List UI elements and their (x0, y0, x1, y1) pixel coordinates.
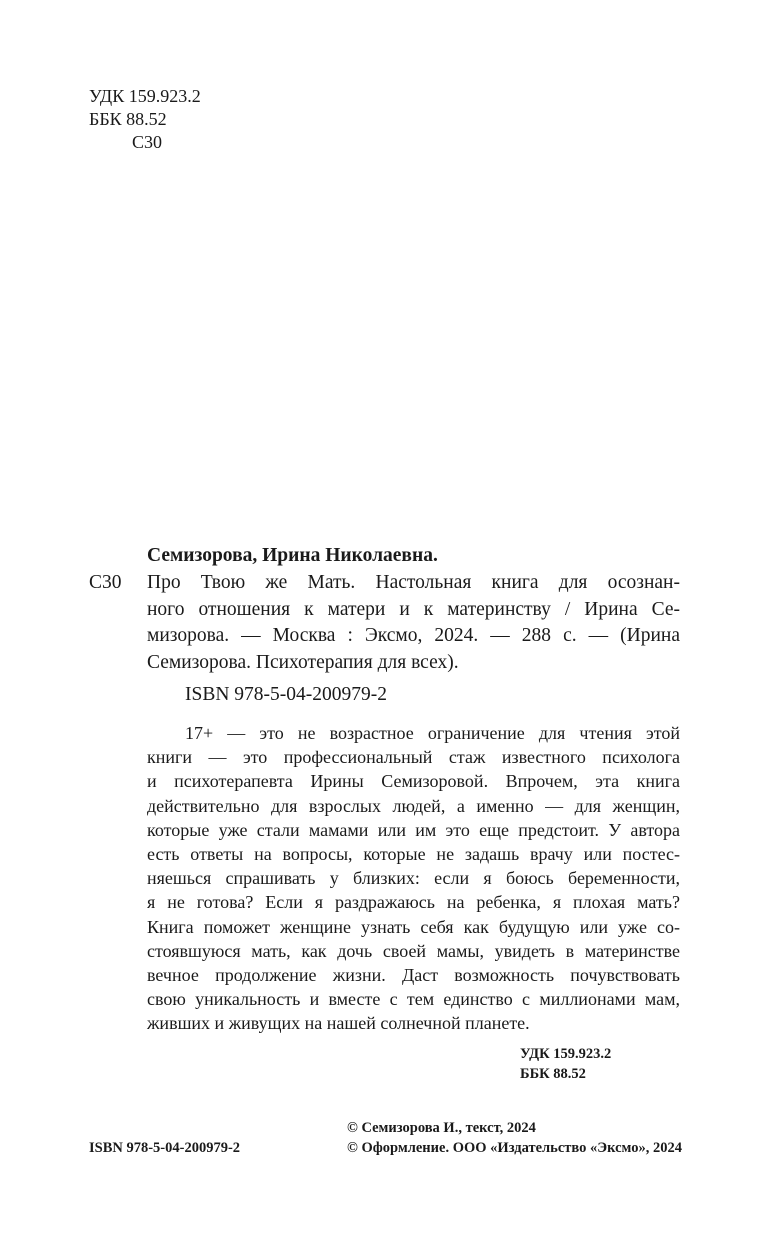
isbn-main: ISBN 978-5-04-200979-2 (185, 684, 388, 705)
bibliographic-line: мизорова. — Москва : Эксмо, 2024. — 288 с. — (Ирина (147, 625, 680, 646)
author-heading: Семизорова, Ирина Николаевна. (147, 545, 438, 566)
annotation-line: свою уникальность и вместе с тем единство с миллионами мам, (147, 989, 680, 1010)
annotation-line: есть ответы на вопросы, которые не задашь врачу или постес- (147, 844, 680, 865)
annotation-line: книги — это профессиональный стаж известного психолога (147, 747, 680, 768)
bottom-udk-code: УДК 159.923.2 (520, 1046, 612, 1062)
bibliographic-lines (147, 570, 680, 676)
copyright-block (347, 1118, 682, 1158)
bottom-codes (520, 1044, 680, 1084)
isbn-footer: ISBN 978-5-04-200979-2 (89, 1140, 241, 1156)
top-author-mark: С30 (132, 132, 163, 152)
bibliographic-line: Про Твою же Мать. Настольная книга для осознан- (147, 572, 680, 593)
annotation-line: вечное продолжение жизни. Даст возможность почувствовать (147, 965, 680, 986)
bibliographic-line: ного отношения к матери и к материнству / Ирина Се- (147, 598, 680, 620)
annotation (147, 721, 680, 1036)
bottom-bbk-code: ББК 88.52 (520, 1066, 586, 1082)
annotation-line: и психотерапевта Ирины Семизоровой. Впрочем, эта книга (147, 771, 680, 792)
design-copyright: © Оформление. ООО «Издательство «Эксмо», 2024 (347, 1140, 682, 1156)
bibliographic-mark: С30 (89, 572, 122, 593)
bibliographic-line: Семизорова. Психотерапия для всех). (147, 651, 459, 673)
annotation-line: действительно для взрослых людей, а именно — для женщин, (147, 795, 680, 816)
annotation-line: стоявшуюся мать, как дочь своей мамы, увидеть в материнстве (147, 940, 680, 961)
top-bbk-code: ББК 88.52 (89, 109, 167, 129)
top-udk-code: УДК 159.923.2 (89, 86, 201, 106)
annotation-line: которые уже стали мамами или им это еще предстоит. У автора (147, 819, 680, 840)
annotation-line: няешься спрашивать у близких: если я боюсь беременности, (147, 868, 680, 889)
bibliographic-description (147, 570, 680, 676)
text-copyright: © Семизорова И., текст, 2024 (347, 1120, 536, 1136)
annotation-line: живших и живущих на нашей солнечной планете. (147, 1013, 530, 1034)
annotation-line: 17+ — это не возрастное ограничение для чтения этой (185, 723, 680, 743)
annotation-line: Книга поможет женщине узнать себя как будущую или уже со- (147, 916, 680, 937)
annotation-line: я не готова? Если я раздражаюсь на ребенка, я плохая мать? (147, 892, 680, 913)
